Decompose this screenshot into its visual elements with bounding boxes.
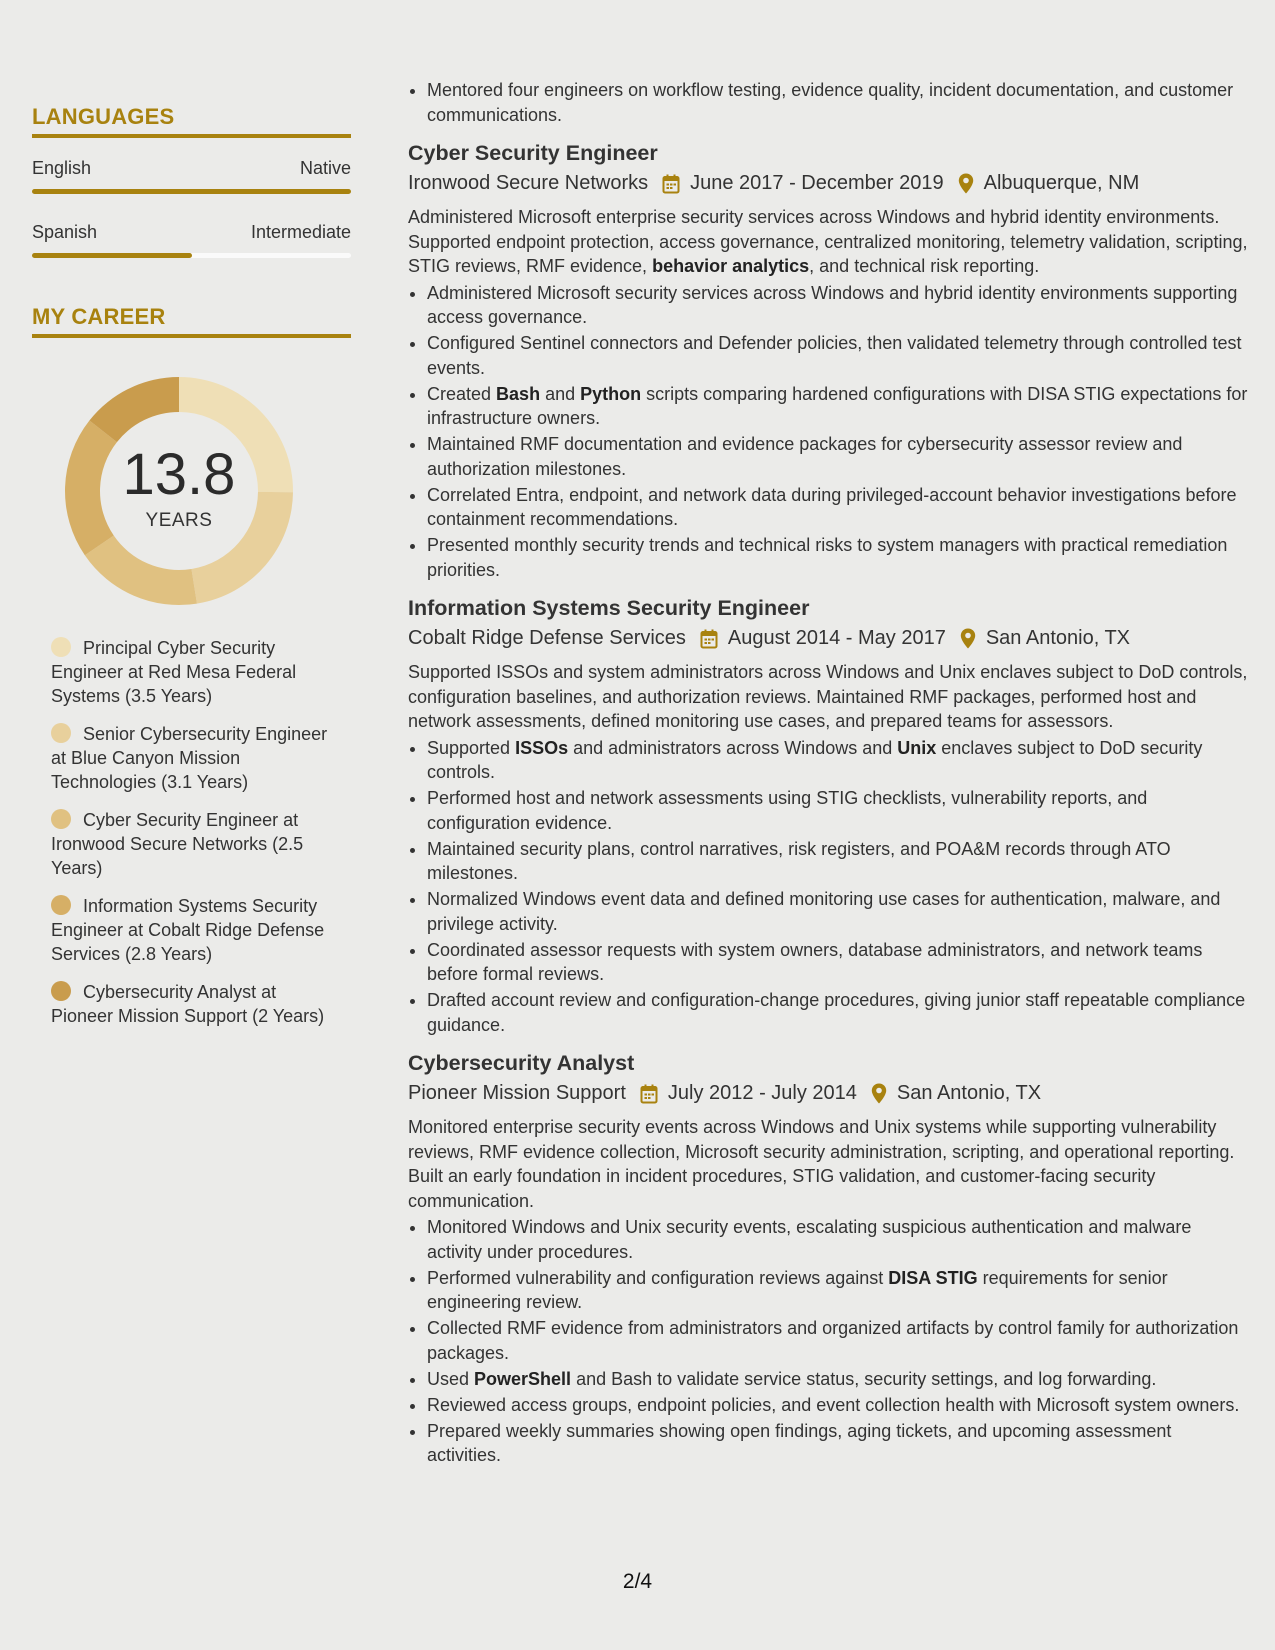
- bullet-item: • Correlated Entra, endpoint, and network data during privileged-account behavior investigations before containment recommendations.: [427, 483, 1250, 532]
- job-title: Information Systems Security Engineer: [408, 596, 810, 620]
- job-location: Albuquerque, NM: [983, 172, 1140, 194]
- sidebar: [32, 104, 351, 1042]
- page-number: 2/4: [622, 1570, 653, 1593]
- bullet-item: • Prepared weekly summaries showing open findings, aging tickets, and upcoming assessment activities.: [427, 1419, 1250, 1468]
- legend-label: Principal Cyber Security Engineer at Red Mesa Federal Systems (3.5 Years): [51, 638, 297, 706]
- emphasis: Unix: [897, 737, 937, 758]
- calendar-icon: [640, 1084, 658, 1104]
- legend-item: [51, 980, 331, 1028]
- job-company: Ironwood Secure Networks: [408, 172, 649, 194]
- legend-item: [51, 722, 331, 794]
- job-title: Cyber Security Engineer: [408, 141, 658, 165]
- emphasis: ISSOs: [515, 737, 569, 758]
- career-total-years: 13.8: [122, 442, 236, 507]
- language-item: [32, 158, 351, 194]
- language-name: Spanish: [32, 222, 98, 242]
- legend-label: Cybersecurity Analyst at Pioneer Mission Support (2 Years): [51, 982, 325, 1026]
- job-dates: June 2017 - December 2019: [690, 172, 944, 194]
- job-company: Pioneer Mission Support: [408, 1082, 626, 1104]
- bullet-item: • Maintained RMF documentation and evidence packages for cybersecurity assessor review and authorization milestones.: [427, 432, 1250, 481]
- calendar-icon: [662, 174, 680, 194]
- job-meta: [408, 627, 1250, 650]
- bullet-item: • Drafted account review and configuration-change procedures, giving junior staff repeatable compliance guidance.: [427, 988, 1250, 1037]
- job-entry: [408, 141, 1250, 582]
- legend-dot: [51, 637, 71, 657]
- emphasis: DISA STIG: [888, 1267, 978, 1288]
- job-location: San Antonio, TX: [896, 1082, 1042, 1104]
- career-total-unit: YEARS: [145, 510, 213, 531]
- language-level-bar: [32, 253, 351, 258]
- bullet-item: • Mentored four engineers on workflow testing, evidence quality, incident documentation, and customer communications.: [427, 78, 1250, 127]
- bullet-item: • Created Bash and Python scripts comparing hardened configurations with DISA STIG expectations for infrastructure owners.: [427, 382, 1250, 431]
- languages-list: [32, 158, 351, 258]
- job-entry: [408, 1051, 1250, 1468]
- job-dates: July 2012 - July 2014: [667, 1082, 857, 1104]
- legend-label: Senior Cybersecurity Engineer at Blue Canyon Mission Technologies (3.1 Years): [51, 724, 328, 792]
- calendar-icon: [700, 629, 718, 649]
- intro-bullet-list: [408, 78, 1250, 127]
- donut-center: [64, 376, 294, 606]
- bullet-item: • Reviewed access groups, endpoint policies, and event collection health with Microsoft system owners.: [427, 1393, 1250, 1418]
- legend-dot: [51, 895, 71, 915]
- career-heading: MY CAREER: [32, 304, 351, 338]
- language-level-bar: [32, 189, 351, 194]
- experience-content: [408, 78, 1250, 1469]
- language-name: English: [32, 158, 92, 178]
- bullet-item: • Maintained security plans, control narratives, risk registers, and POA&M records through ATO milestones.: [427, 837, 1250, 886]
- bullet-item: • Normalized Windows event data and defined monitoring use cases for authentication, malware, and privilege activity.: [427, 887, 1250, 936]
- career-legend: [51, 636, 331, 1028]
- language-level: Intermediate: [250, 222, 351, 242]
- map-pin-icon: [960, 628, 976, 649]
- legend-dot: [51, 723, 71, 743]
- legend-label: Cyber Security Engineer at Ironwood Secure Networks (2.5 Years): [51, 810, 304, 878]
- job-location: San Antonio, TX: [985, 627, 1131, 649]
- legend-item: [51, 808, 331, 880]
- bullet-item: • Used PowerShell and Bash to validate service status, security settings, and log forwarding.: [427, 1367, 1250, 1392]
- bullet-item: • Configured Sentinel connectors and Defender policies, then validated telemetry through controlled test events.: [427, 331, 1250, 380]
- bullet-item: • Coordinated assessor requests with system owners, database administrators, and network teams before formal reviews.: [427, 938, 1250, 987]
- legend-label: Information Systems Security Engineer at Cobalt Ridge Defense Services (2.8 Years): [51, 896, 325, 964]
- job-company: Cobalt Ridge Defense Services: [408, 627, 686, 649]
- legend-item: [51, 636, 331, 708]
- language-level-fill: [32, 253, 192, 258]
- career-section: [32, 304, 351, 1028]
- language-item: [32, 222, 351, 258]
- job-meta: [408, 172, 1250, 195]
- bullet-item: • Monitored Windows and Unix security events, escalating suspicious authentication and malware activity under procedures.: [427, 1215, 1250, 1264]
- job-summary: Administered Microsoft enterprise security services across Windows and hybrid identity environments. Supported endpoint protection, access governance, centralized monitoring, telemetry validation, scripting, STIG reviews, RMF evidence, behavior analytics, and technical risk reporting.: [408, 207, 1248, 276]
- bullet-item: • Performed vulnerability and configuration reviews against DISA STIG requirements for senior engineering review.: [427, 1266, 1250, 1315]
- bullet-item: • Collected RMF evidence from administrators and organized artifacts by control family for authorization packages.: [427, 1316, 1250, 1365]
- emphasis: Python: [580, 383, 642, 404]
- languages-section: [32, 104, 351, 258]
- job-bullet-list: [408, 736, 1250, 1038]
- job-bullet-list: [408, 1215, 1250, 1468]
- bullet-item: • Supported ISSOs and administrators across Windows and Unix enclaves subject to DoD security controls.: [427, 736, 1250, 785]
- language-level: Native: [299, 158, 351, 178]
- job-list: [408, 141, 1250, 1468]
- job-bullet-list: [408, 281, 1250, 583]
- map-pin-icon: [958, 173, 974, 194]
- job-title: Cybersecurity Analyst: [408, 1051, 635, 1075]
- legend-dot: [51, 809, 71, 829]
- job-dates: August 2014 - May 2017: [727, 627, 946, 649]
- job-summary: Supported ISSOs and system administrators across Windows and Unix enclaves subject to DoD controls, configuration baselines, and authorization reviews. Maintained RMF packages, performed host and network assessments, defined monitoring use cases, and prepared teams for assessors.: [408, 662, 1248, 731]
- career-donut-chart: [64, 376, 294, 606]
- language-level-fill: [32, 189, 351, 194]
- emphasis: PowerShell: [474, 1368, 572, 1389]
- job-meta: [408, 1082, 1250, 1105]
- bullet-item: • Presented monthly security trends and technical risks to system managers with practical remediation priorities.: [427, 533, 1250, 582]
- map-pin-icon: [871, 1083, 887, 1104]
- languages-heading: LANGUAGES: [32, 104, 351, 138]
- legend-dot: [51, 981, 71, 1001]
- bullet-item: • Performed host and network assessments using STIG checklists, vulnerability reports, and configuration evidence.: [427, 786, 1250, 835]
- emphasis: behavior analytics: [652, 256, 810, 276]
- job-entry: [408, 596, 1250, 1037]
- job-summary: Monitored enterprise security events across Windows and Unix systems while supporting vulnerability reviews, RMF evidence collection, Microsoft security administration, scripting, and operational reporting. Built an early foundation in incident procedures, STIG validation, and customer-facing security communication.: [408, 1117, 1235, 1211]
- legend-item: [51, 894, 331, 966]
- emphasis: Bash: [496, 383, 541, 404]
- bullet-item: • Administered Microsoft security services across Windows and hybrid identity environments supporting access governance.: [427, 281, 1250, 330]
